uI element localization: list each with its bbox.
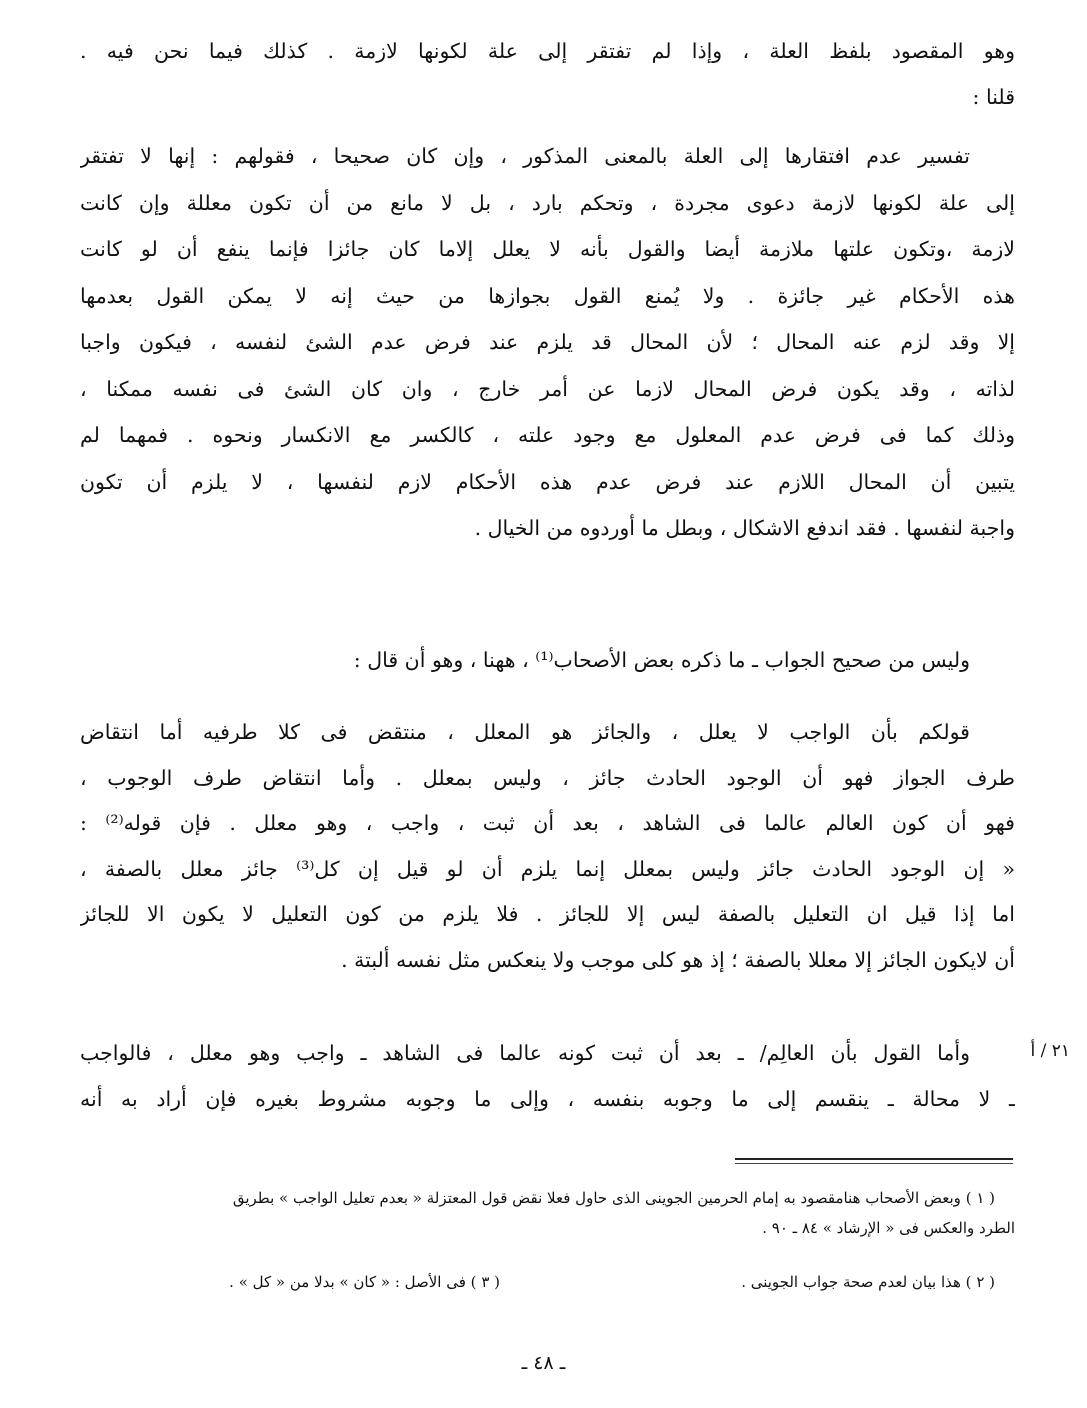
footnote-1-line-1: ( ١ ) وبعض الأصحاب هنامقصود به إمام الحرمين الجوينى الذى حاول فعلا نقض قول المعتزلة « بعدم تعليل الواجب » بطريق <box>232 1189 995 1207</box>
text-line: تفسير عدم افتقارها إلى العلة بالمعنى المذكور ، وإن كان صحيحا ، فقولهم : إنها لا تفتقر <box>80 144 970 168</box>
footnote-divider <box>735 1158 1013 1160</box>
footnote-1 <box>80 1183 1015 1243</box>
text-line: اما إذا قيل ان التعليل بالصفة ليس إلا للجائز . فلا يلزم من كون التعليل لا يكون الا للجائز <box>80 902 1015 926</box>
page-number: ـ ٤٨ ـ <box>521 1352 566 1374</box>
text-line: فهو أن كون العالم عالما فى الشاهد ، بعد أن ثبت ، واجب ، وهو معلل . فإن قوله⁽²⁾ : <box>80 811 1015 835</box>
paragraph-transition <box>80 637 1015 683</box>
paragraph-intro <box>80 28 1015 120</box>
text-line: طرف الجواز فهو أن الوجود الحادث جائز ، وليس بمعلل . وأما انتقاض طرف الوجوب ، <box>80 765 1015 790</box>
text-line: إلا وقد لزم عنه المحال ؛ لأن المحال قد يلزم عند فرض عدم الشئ لنفسه ، فيكون واجبا <box>80 330 1015 354</box>
text-line: وأما القول بأن العالِم/ ـ بعد أن ثبت كونه عالما فى الشاهد ـ واجب وهو معلل ، فالواجب <box>80 1041 970 1065</box>
text-line: وليس من صحيح الجواب ـ ما ذكره بعض الأصحاب⁽¹⁾ ، ههنا ، وهو أن قال : <box>353 648 970 672</box>
text-line: يتبين أن المحال اللازم عند فرض عدم هذه الأحكام لازم لنفسها ، لا يلزم أن تكون <box>80 469 1015 494</box>
text-line: هذه الأحكام غير جائزة . ولا يُمنع القول بجوازها من حيث إنه لا يمكن القول بعدمها <box>80 283 1015 308</box>
text-line: لذاته ، وقد يكون فرض المحال لازما عن أمر خارج ، وان كان الشئ فى نفسه ممكنا ، <box>80 376 1015 401</box>
text-line: إلى علة لكونها لازمة دعوى مجردة ، وتحكم بارد ، بل لا مانع من أن تكون معللة وإن كانت <box>80 190 1015 215</box>
text-line: قلنا : <box>972 85 1015 109</box>
text-line: قولكم بأن الواجب لا يعلل ، والجائز هو المعلل ، منتقض فى كلا طرفيه أما انتقاض <box>80 720 970 744</box>
paragraph-response <box>80 1030 1015 1122</box>
text-line: أن لايكون الجائز إلا معللا بالصفة ؛ إذ هو كلى موجب ولا ينعكس مثل نفسه ألبتة . <box>341 947 1015 972</box>
footnote-1-line-2: الطرد والعكس فى « الإرشاد » ٨٤ ـ ٩٠ . <box>762 1219 1015 1237</box>
text-line: « إن الوجود الحادث جائز وليس بمعلل إنما يلزم أن لو قيل إن كل⁽³⁾ جائز معلل بالصفة ، <box>80 856 1015 881</box>
text-line: واجبة لنفسها . فقد اندفع الاشكال ، وبطل ما أوردوه من الخيال . <box>474 516 1015 540</box>
text-line: لازمة ،وتكون علتها ملازمة أيضا والقول بأنه لا يعلل إلاما كان جائزا فإنما ينفع أن لو كانت <box>80 237 1015 261</box>
folio-marker: ٢١ / أ <box>1030 1041 1070 1061</box>
text-line: ـ لا محالة ـ ينقسم إلى ما وجوبه بنفسه ، وإلى ما وجوبه مشروط بغيره فإن أراد به أنه <box>80 1087 1015 1111</box>
footnote-3: ( ٣ ) فى الأصل : « كان » بدلا من « كل » . <box>229 1273 500 1291</box>
footnote-divider-thin <box>735 1163 1013 1164</box>
text-line: وذلك كما فى فرض عدم المعلول مع وجود علته ، كالكسر مع الانكسار ونحوه . فمهما لم <box>80 423 1015 447</box>
footnote-2: ( ٢ ) هذا بيان لعدم صحة جواب الجوينى . <box>741 1273 995 1291</box>
paragraph-quoted-objection <box>80 710 1015 983</box>
text-line: وهو المقصود بلفظ العلة ، وإذا لم تفتقر إلى علة لكونها لازمة . كذلك فيما نحن فيه . <box>80 39 1015 63</box>
paragraph-reply <box>80 133 1015 552</box>
